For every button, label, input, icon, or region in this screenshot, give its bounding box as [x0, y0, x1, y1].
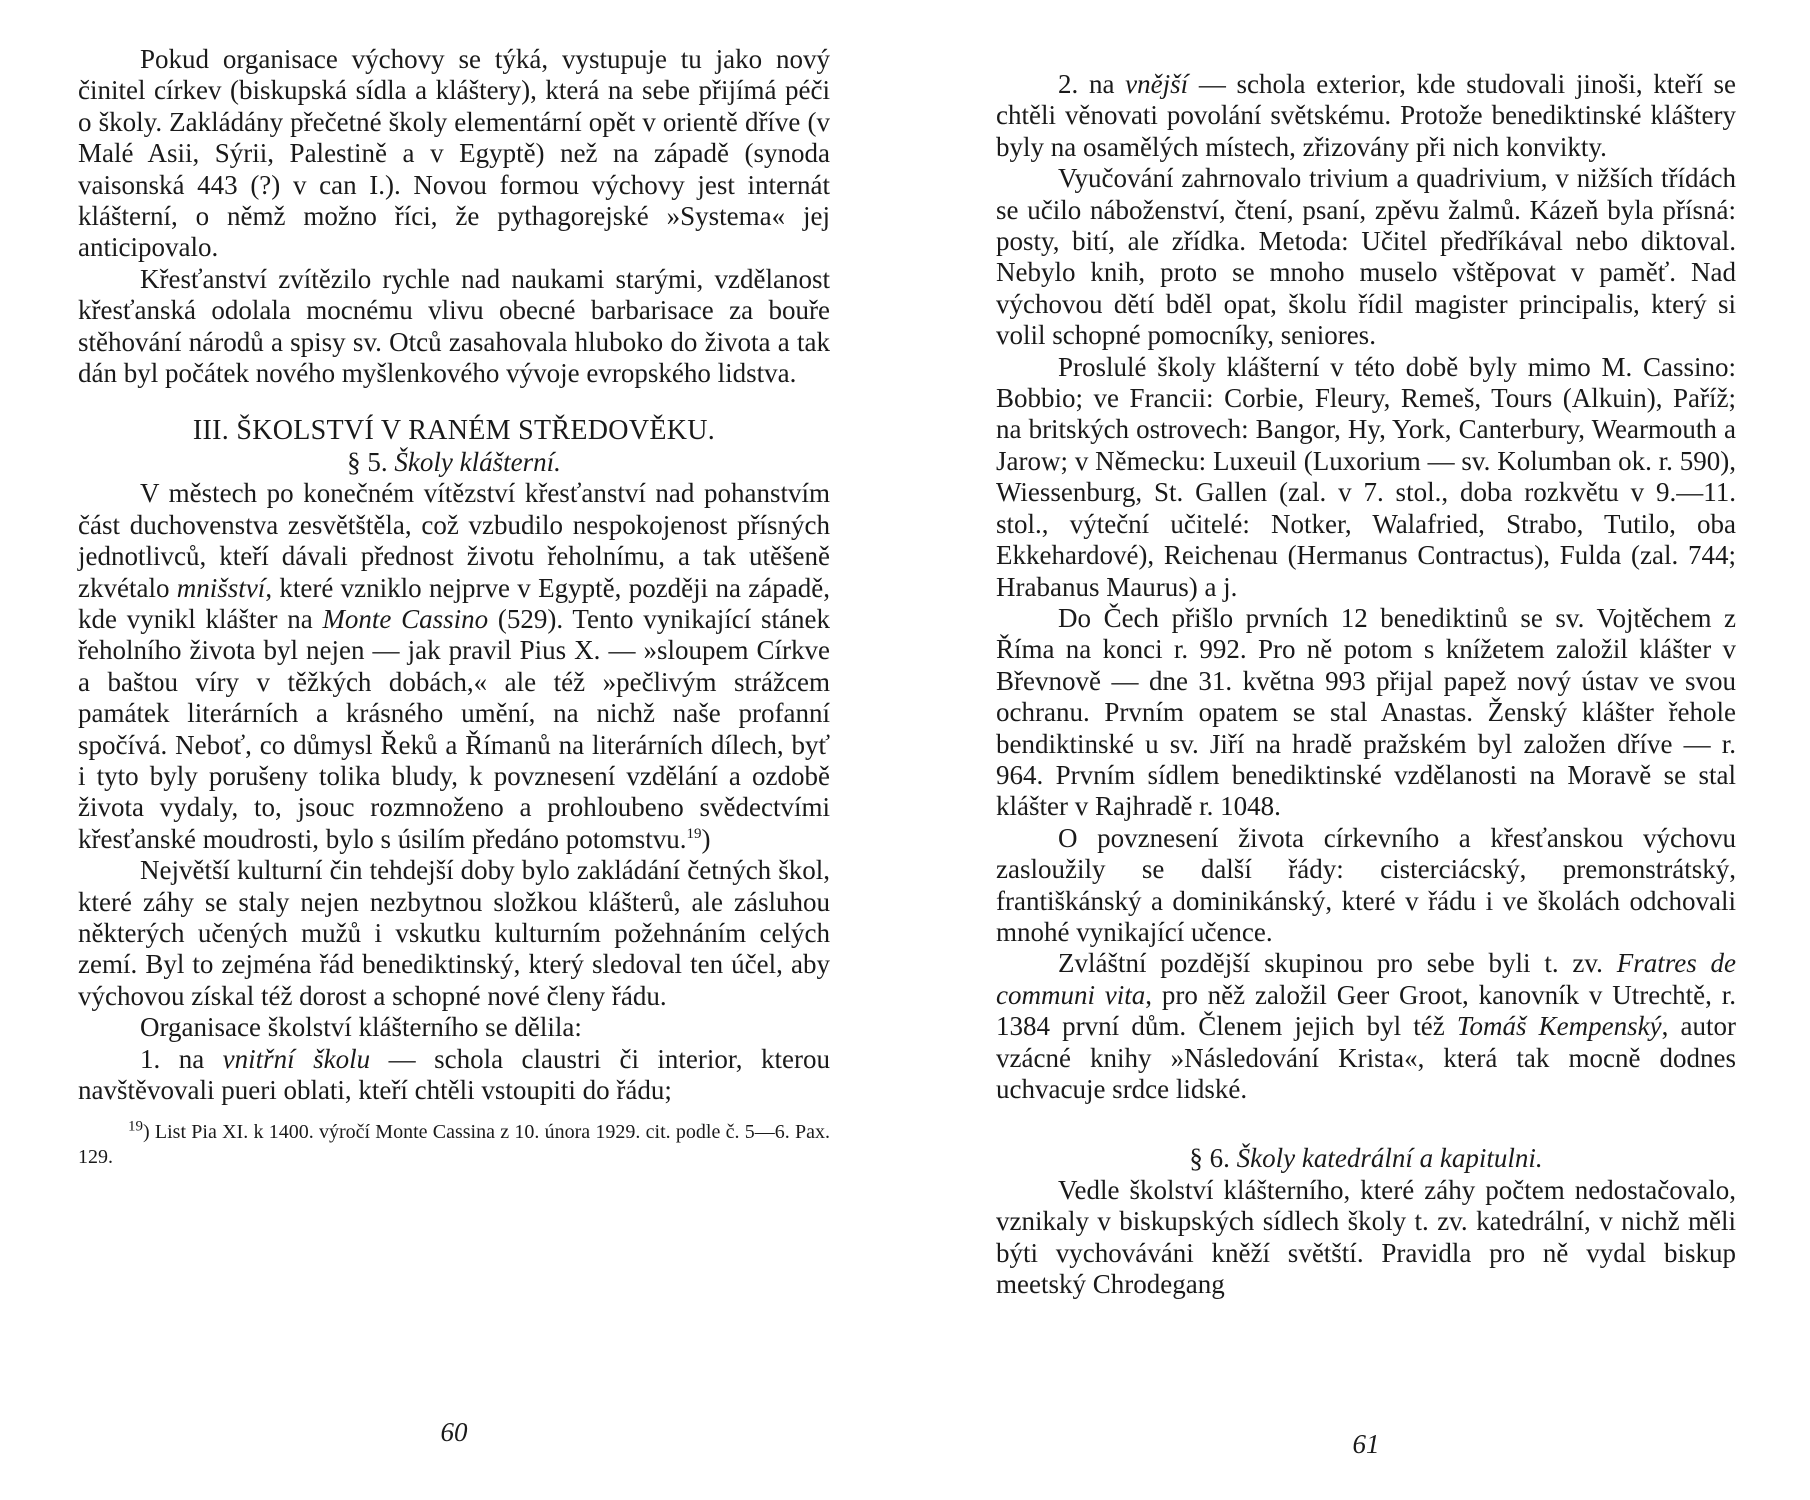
text-run: — schola exterior, kde studovali jinoši, kteří se chtěli věnovati povolání světskému. Protože benediktinské kláštery byly na osamělých místech, zřizovány při nich konvikty.	[996, 69, 1737, 162]
section-heading	[78, 447, 830, 478]
footnote	[78, 1120, 830, 1170]
paragraph: Vedle školství klášterního, které záhy počtem nedostačovalo, vznikaly v biskupských sídlech školy t. zv. katedrální, v nichž měli býti vychováváni kněží světští. Pravidla pro ně vydal biskup meetský Chrodegang	[996, 1174, 1736, 1300]
paragraph: Křesťanství zvítězilo rychle nad naukami starými, vzdělanost křesťanská odolala mocnému vlivu obecné barbarisace za bouře stěhování národů a spisy sv. Otců zasahovala hluboko do života a tak dán byl počátek nového myšlenkového vývoje evropského lidstva.	[78, 263, 830, 389]
paragraph	[996, 69, 1736, 163]
italic-term: Monte Cassino	[322, 603, 489, 634]
italic-term: Fratres de communi vita	[996, 948, 1736, 1010]
left-page	[78, 0, 830, 1500]
italic-term: mnišství	[176, 572, 266, 603]
text-run: , autor vzácné knihy »Následování Krista«, která tak mocně dodnes uchvacuje srdce lidské.	[996, 1011, 1736, 1104]
section-title: Školy klášterní.	[394, 446, 561, 477]
italic-term: vnější	[1125, 69, 1189, 99]
text-run: , které vzniklo nejprve v Egyptě, později na západě, kde vynikl klášter na	[78, 572, 830, 634]
paragraph: Organisace školství klášterního se dělila:	[140, 1012, 582, 1043]
section-number: § 6.	[1189, 1143, 1230, 1174]
page-number: 61	[1352, 1429, 1380, 1459]
footnote-mark: 19	[128, 1118, 143, 1135]
italic-term: vnitřní školu	[222, 1043, 371, 1074]
text-run: 2. na	[1058, 69, 1126, 99]
text-run: — schola claustri či interior, kterou navštěvovali pueri oblati, kteří chtěli vstoupiti do řádu;	[78, 1043, 830, 1105]
paragraph: Vyučování zahrnovalo trivium a quadrivium, v nižších třídách se učilo náboženství, čtení, psaní, zpěvu žalmů. Kázeň byla přísná: posty, bití, ale zřídka. Metoda: Učitel předříkával nebo diktoval. Nebylo knih, proto se mnoho muselo vštěpovat v paměť. Nad výchovou dětí bděl opat, školu řídil magister principalis, který si volil schopné pomocníky, seniores.	[996, 163, 1736, 351]
text-run: )	[701, 823, 711, 854]
paragraph	[78, 1044, 830, 1107]
footnote-text: ) List Pia XI. k 1400. výročí Monte Cassina z 10. února 1929. cit. podle č. 5—6. Pax. 129.	[78, 1121, 830, 1169]
section-number: § 5.	[347, 446, 388, 477]
footnote-reference[interactable]: 19	[686, 825, 702, 842]
right-page	[996, 0, 1736, 1500]
section-heading	[996, 1143, 1736, 1174]
paragraph: Proslulé školy klášterní v této době byly mimo M. Cassino: Bobbio; ve Francii: Corbie, Fleury, Remeš, Tours (Alkuin), Paříž; na britských ostrovech: Bangor, Hy, York, Canterbury, Wearmouth a Jarow; v Německu: Luxeuil (Luxorium — sv. Kolumban ok. r. 590), Wiessenburg, St. Gallen (zal. v 7. stol., doba rozkvětu v 9.—11. stol., výteční učitelé: Notker, Walafried, Strabo, Tutilo, oba Ekkehardové), Reichenau (Hermanus Contractus), Fulda (zal. 744; Hrabanus Maurus) a j.	[996, 351, 1736, 602]
text-run: (529). Tento vynikající stánek řeholního života byl nejen — jak pravil Pius X. — »sloupem Církve a baštou víry v těžkých dobách,« ale též »pečlivým strážcem památek literárních a krásného umění, na nichž naše profanní spočívá. Neboť, co důmysl Řeků a Římanů na literárních dílech, byť i tyto byly porušeny tolika bludy, k povznesení vzdělání a ozdobě života vydaly, to, jsouc rozmnoženo a prohloubeno svědectvími křesťanské moudrosti, bylo s úsilím předáno potomstvu.	[78, 603, 830, 854]
paragraph	[78, 478, 830, 855]
paragraph: Největší kulturní čin tehdejší doby bylo zakládání četných škol, které záhy se staly nejen nezbytnou složkou klášterů, ale zásluhou některých učených mužů i vskutku kulturním požehnáním celých zemí. Byl to zejména řád benediktinský, který sledoval ten účel, aby výchovou získal též dorost a schopné nové členy řádu.	[78, 855, 830, 1011]
italic-term: Tomáš Kempenský	[1456, 1011, 1662, 1042]
text-run: V městech po konečném vítězství křesťanství nad pohanstvím část duchovenstva zesvětštěla, což vzbudilo nespokojenost přísných jednotlivců, kteří dávali přednost životu řeholnímu, a tak utěšeně zkvétalo	[78, 478, 830, 603]
section-title: Školy katedrální a kapitulni.	[1236, 1143, 1543, 1174]
chapter-heading: III. ŠKOLSTVÍ V RANÉM STŘEDOVĚKU.	[192, 415, 716, 447]
text-run: Zvláštní pozdější skupinou pro sebe byli t. zv.	[1058, 948, 1617, 979]
paragraph	[996, 948, 1736, 1105]
left-page-text	[78, 44, 830, 1170]
paragraph: Pokud organisace výchovy se týká, vystupuje tu jako nový činitel církev (biskupská sídla a kláštery), která na sebe přijímá péči o školy. Zakládány přečetné školy elementární opět v orientě dříve (v Malé Asii, Sýrii, Palestině a v Egyptě) než na západě (synoda vaisonská 443 (?) v can I.). Novou formou výchovy jest internát klášterní, o němž možno říci, že pythagorejské »Systema« jej anticipovalo.	[78, 44, 830, 263]
right-page-text	[996, 69, 1736, 1300]
paragraph: Do Čech přišlo prvních 12 benediktinů se sv. Vojtěchem z Říma na konci r. 992. Pro ně potom s knížetem založil klášter v Břevnově — dne 31. května 993 přijal papež nový ústav ve svou ochranu. Prvním opatem se stal Anastas. Ženský klášter řehole bendiktinské u sv. Jiří na hradě pražském byl založen dříve — r. 964. Prvním sídlem benediktinské vzdělanosti na Moravě se stal klášter v Rajhradě r. 1048.	[996, 602, 1736, 822]
text-run: , pro něž založil Geer Groot, kanovník v Utrechtě, r. 1384 první dům. Členem jejich byl též	[996, 979, 1736, 1042]
text-run: 1. na	[140, 1043, 223, 1074]
paragraph: O povznesení života církevního a křesťanskou výchovu zasloužily se další řády: cisterciácský, premonstrátský, františkánský a dominikánský, které v řádu i ve školách odchovali mnohé vynikající učence.	[996, 822, 1736, 947]
page-number: 60	[440, 1417, 468, 1447]
